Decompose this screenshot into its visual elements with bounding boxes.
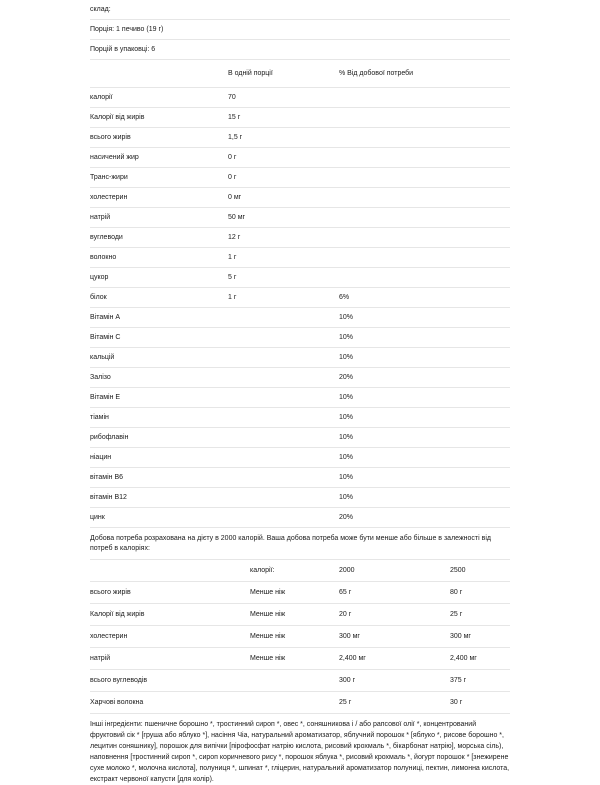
table-row bbox=[90, 508, 510, 528]
nutrient-name: тіамін bbox=[90, 414, 109, 421]
table-row bbox=[90, 208, 510, 228]
table-row bbox=[90, 148, 510, 168]
servings-per-pack-row bbox=[90, 40, 510, 60]
table-row bbox=[90, 248, 510, 268]
dv-compare: Менше ніж bbox=[250, 633, 286, 640]
table-row bbox=[90, 88, 510, 108]
dv-header-2500: 2500 bbox=[450, 567, 466, 574]
table-row bbox=[90, 582, 510, 604]
table-row bbox=[90, 692, 510, 714]
table-row bbox=[90, 388, 510, 408]
nutrient-name: Залізо bbox=[90, 374, 111, 381]
nutrient-name: ніацин bbox=[90, 454, 112, 461]
dv-nutrient-name: всього жирів bbox=[90, 589, 131, 596]
nutrient-name: вітамін В12 bbox=[90, 494, 127, 501]
nutrient-value: 0 г bbox=[228, 154, 237, 161]
nutrient-name: холестерин bbox=[90, 194, 128, 201]
dv-compare: Менше ніж bbox=[250, 611, 286, 618]
composition-label: склад: bbox=[90, 6, 111, 13]
dv-value-2500: 300 мг bbox=[450, 633, 471, 640]
nutrition-table-header bbox=[90, 60, 510, 88]
table-row bbox=[90, 108, 510, 128]
dv-compare: Менше ніж bbox=[250, 655, 286, 662]
nutrient-name: волокно bbox=[90, 254, 117, 261]
nutrient-name: Транс-жири bbox=[90, 174, 128, 181]
nutrient-name: білок bbox=[90, 294, 107, 301]
dv-nutrient-name: натрій bbox=[90, 655, 111, 662]
nutrient-value: 0 г bbox=[228, 174, 237, 181]
dv-nutrient-name: Калорії від жирів bbox=[90, 611, 145, 618]
nutrient-name: Калорії від жирів bbox=[90, 114, 145, 121]
table-row bbox=[90, 408, 510, 428]
nutrient-value: 50 мг bbox=[228, 214, 246, 221]
nutrient-name: цукор bbox=[90, 274, 109, 281]
composition-header bbox=[90, 0, 510, 20]
nutrient-percent: 10% bbox=[339, 314, 354, 321]
nutrient-name: рибофлавін bbox=[90, 434, 129, 441]
dv-value-2500: 30 г bbox=[450, 699, 463, 706]
nutrient-name: Вітамін А bbox=[90, 314, 121, 321]
dv-value-2000: 300 мг bbox=[339, 633, 360, 640]
nutrient-percent: 10% bbox=[339, 394, 354, 401]
daily-value-note-text: Добова потреба розрахована на дієту в 2000 калорій. Ваша добова потреба може бути менше або більше в залежності від потреб в калоріях: bbox=[90, 534, 491, 552]
table-row bbox=[90, 448, 510, 468]
dv-compare: Менше ніж bbox=[250, 589, 286, 596]
nutrient-value: 12 г bbox=[228, 234, 241, 241]
nutrient-name: Вітамін С bbox=[90, 334, 121, 341]
dv-nutrient-name: Харчові волокна bbox=[90, 699, 144, 706]
ingredients-text: Інші інгредієнти: пшеничне борошно *, тростинний сироп *, овес *, соняшникова і / або рапсової олії *, концентрований фруктовий сік * [груша або яблуко *], насіння Чіа, натуральний ароматизатор, яблучний порошок * [яблуко *, рисове борошно *, лецитин соняшнику], порошок для випічки [пірофосфат натрію кислота, рисовий крохмаль *, бікарбонат натрію], морська сіль), наповнення [тростинний сироп *, сироп коричневого рису *, порошок яблука *, рисовий крохмаль *, йогурт порошок * [знежирене сухе молоко *, молочна кислота], полуниця *, шпинат *, гліцерин, натуральний ароматизатор полуниці, пектин, лимонна кислота, екстракт червоної капусти [для колір). bbox=[90, 721, 510, 783]
nutrient-name: насичений жир bbox=[90, 154, 139, 161]
nutrient-percent: 10% bbox=[339, 414, 354, 421]
nutrient-value: 70 bbox=[228, 94, 236, 101]
dv-nutrient-name: холестерин bbox=[90, 633, 128, 640]
nutrient-percent: 10% bbox=[339, 334, 354, 341]
dv-value-2000: 2,400 мг bbox=[339, 655, 366, 662]
nutrient-value: 1,5 г bbox=[228, 134, 243, 141]
dv-value-2000: 300 г bbox=[339, 677, 356, 684]
nutrient-name: Вітамін Е bbox=[90, 394, 121, 401]
table-row bbox=[90, 188, 510, 208]
dv-nutrient-name: всього вуглеводів bbox=[90, 677, 148, 684]
nutrient-name: вітамін В6 bbox=[90, 474, 124, 481]
dv-value-2500: 2,400 мг bbox=[450, 655, 477, 662]
table-row bbox=[90, 604, 510, 626]
ingredients-section bbox=[90, 714, 510, 785]
table-row bbox=[90, 348, 510, 368]
nutrient-percent: 10% bbox=[339, 494, 354, 501]
table-row bbox=[90, 128, 510, 148]
table-row bbox=[90, 228, 510, 248]
dv-header-2000: 2000 bbox=[339, 567, 355, 574]
nutrient-name: натрій bbox=[90, 214, 111, 221]
table-row bbox=[90, 168, 510, 188]
nutrient-value: 15 г bbox=[228, 114, 241, 121]
table-row bbox=[90, 368, 510, 388]
table-row bbox=[90, 488, 510, 508]
nutrient-value: 0 мг bbox=[228, 194, 242, 201]
nutrient-name: кальцій bbox=[90, 354, 115, 361]
table-row bbox=[90, 670, 510, 692]
nutrient-name: вуглеводи bbox=[90, 234, 123, 241]
table-row bbox=[90, 626, 510, 648]
nutrient-percent: 20% bbox=[339, 374, 354, 381]
nutrient-name: всього жирів bbox=[90, 134, 131, 141]
dv-value-2500: 25 г bbox=[450, 611, 463, 618]
table-row bbox=[90, 428, 510, 448]
serving-size-row bbox=[90, 20, 510, 40]
table-row bbox=[90, 328, 510, 348]
daily-value-header-row bbox=[90, 560, 510, 582]
nutrient-percent: 10% bbox=[339, 354, 354, 361]
nutrition-table-body bbox=[90, 88, 510, 528]
dv-value-2000: 20 г bbox=[339, 611, 352, 618]
nutrient-name: калорії bbox=[90, 94, 113, 101]
nutrient-value: 1 г bbox=[228, 294, 237, 301]
table-row bbox=[90, 268, 510, 288]
nutrient-percent: 10% bbox=[339, 474, 354, 481]
column-header-per-serving: В одній порції bbox=[228, 70, 273, 77]
servings-per-pack-label: Порцій в упаковці: 6 bbox=[90, 46, 156, 53]
dv-value-2000: 65 г bbox=[339, 589, 352, 596]
nutrient-value: 1 г bbox=[228, 254, 237, 261]
daily-value-table bbox=[90, 560, 510, 714]
daily-value-note bbox=[90, 528, 510, 560]
table-row bbox=[90, 288, 510, 308]
dv-value-2500: 375 г bbox=[450, 677, 467, 684]
dv-value-2500: 80 г bbox=[450, 589, 463, 596]
nutrient-percent: 10% bbox=[339, 454, 354, 461]
column-header-daily-percent: % Від добової потреби bbox=[339, 70, 414, 77]
table-row bbox=[90, 648, 510, 670]
nutrient-percent: 6% bbox=[339, 294, 350, 301]
nutrient-name: цинк bbox=[90, 514, 105, 521]
nutrient-percent: 20% bbox=[339, 514, 354, 521]
nutrient-value: 5 г bbox=[228, 274, 237, 281]
serving-size-label: Порція: 1 печиво (19 г) bbox=[90, 26, 164, 33]
dv-header-calories-label: калорії: bbox=[250, 567, 275, 574]
table-row bbox=[90, 308, 510, 328]
dv-value-2000: 25 г bbox=[339, 699, 352, 706]
nutrient-percent: 10% bbox=[339, 434, 354, 441]
table-row bbox=[90, 468, 510, 488]
